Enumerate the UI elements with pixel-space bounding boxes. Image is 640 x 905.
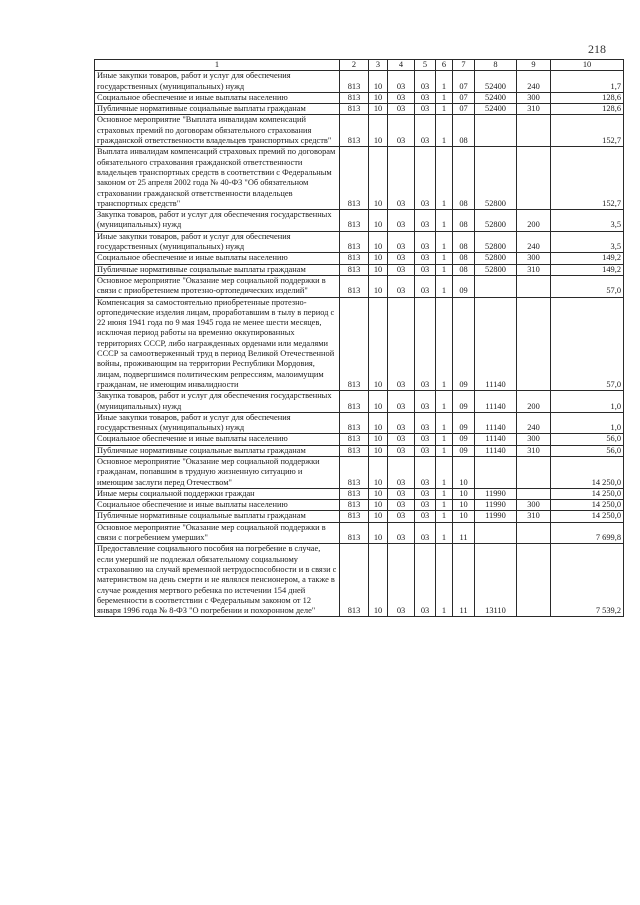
subprogram-code: 1 (436, 412, 453, 434)
subsection-code: 03 (388, 253, 415, 264)
program-code: 03 (415, 391, 436, 413)
table-row (95, 275, 624, 297)
section-code: 10 (369, 253, 388, 264)
row-amount: 57,0 (551, 275, 624, 297)
section-code: 10 (369, 147, 388, 210)
column-header: 9 (517, 60, 551, 71)
row-amount: 14 250,0 (551, 500, 624, 511)
table-row (95, 544, 624, 617)
section-code: 10 (369, 434, 388, 445)
activity-code: 09 (453, 412, 475, 434)
section-code: 10 (369, 488, 388, 499)
target-article-code: 11990 (475, 511, 517, 522)
ministry-code: 813 (340, 500, 369, 511)
ministry-code: 813 (340, 115, 369, 147)
expense-type-code: 310 (517, 511, 551, 522)
ministry-code: 813 (340, 71, 369, 93)
activity-code: 08 (453, 231, 475, 253)
subsection-code: 03 (388, 522, 415, 544)
row-name: Основное мероприятие "Оказание мер социальной поддержки в связи с приобретением протезно-ортопедических изделий" (95, 275, 340, 297)
expense-type-code: 300 (517, 92, 551, 103)
row-amount: 14 250,0 (551, 456, 624, 488)
program-code: 03 (415, 253, 436, 264)
program-code: 03 (415, 456, 436, 488)
row-name: Иные закупки товаров, работ и услуг для обеспечения государственных (муниципальных) нужд (95, 231, 340, 253)
program-code: 03 (415, 275, 436, 297)
section-code: 10 (369, 92, 388, 103)
row-name: Социальное обеспечение и иные выплаты населению (95, 434, 340, 445)
subprogram-code: 1 (436, 434, 453, 445)
target-article-code: 11140 (475, 445, 517, 456)
section-code: 10 (369, 412, 388, 434)
row-amount: 1,7 (551, 71, 624, 93)
table-body (95, 71, 624, 617)
row-amount: 152,7 (551, 115, 624, 147)
table-row (95, 115, 624, 147)
row-name: Основное мероприятие "Выплата инвалидам компенсаций страховых премий по договорам обязательного страхования гражданской ответственности владельцев транспортных средств" (95, 115, 340, 147)
row-amount: 128,6 (551, 104, 624, 115)
subprogram-code: 1 (436, 500, 453, 511)
row-name: Публичные нормативные социальные выплаты гражданам (95, 511, 340, 522)
expense-type-code (517, 544, 551, 617)
subprogram-code: 1 (436, 391, 453, 413)
program-code: 03 (415, 522, 436, 544)
target-article-code: 52400 (475, 104, 517, 115)
ministry-code: 813 (340, 434, 369, 445)
target-article-code: 11140 (475, 297, 517, 391)
ministry-code: 813 (340, 210, 369, 232)
program-code: 03 (415, 297, 436, 391)
target-article-code: 11990 (475, 488, 517, 499)
activity-code: 07 (453, 92, 475, 103)
row-amount: 56,0 (551, 445, 624, 456)
section-code: 10 (369, 297, 388, 391)
row-amount: 57,0 (551, 297, 624, 391)
table-row (95, 147, 624, 210)
column-header: 7 (453, 60, 475, 71)
row-name: Выплата инвалидам компенсаций страховых премий по договорам обязательного страхования гражданской ответственности владельцев транспортных средств в соответствии с Федеральным законом от 25 апреля 2002 года № 40-ФЗ "Об обязательном страховании гражданской ответственности владельцев транспортных средств" (95, 147, 340, 210)
activity-code: 08 (453, 210, 475, 232)
table-row (95, 297, 624, 391)
table-row (95, 253, 624, 264)
target-article-code: 52400 (475, 92, 517, 103)
row-amount: 7 539,2 (551, 544, 624, 617)
row-amount: 56,0 (551, 434, 624, 445)
subprogram-code: 1 (436, 71, 453, 93)
table-row (95, 500, 624, 511)
subsection-code: 03 (388, 391, 415, 413)
activity-code: 11 (453, 544, 475, 617)
section-code: 10 (369, 522, 388, 544)
table-row (95, 104, 624, 115)
row-amount: 3,5 (551, 231, 624, 253)
row-name: Социальное обеспечение и иные выплаты населению (95, 253, 340, 264)
column-header: 1 (95, 60, 340, 71)
ministry-code: 813 (340, 488, 369, 499)
subsection-code: 03 (388, 412, 415, 434)
subsection-code: 03 (388, 456, 415, 488)
activity-code: 08 (453, 253, 475, 264)
row-amount: 3,5 (551, 210, 624, 232)
activity-code: 10 (453, 456, 475, 488)
expense-type-code: 310 (517, 445, 551, 456)
row-name: Иные меры социальной поддержки граждан (95, 488, 340, 499)
program-code: 03 (415, 511, 436, 522)
subsection-code: 03 (388, 488, 415, 499)
subprogram-code: 1 (436, 264, 453, 275)
activity-code: 10 (453, 488, 475, 499)
section-code: 10 (369, 445, 388, 456)
subprogram-code: 1 (436, 522, 453, 544)
program-code: 03 (415, 147, 436, 210)
row-amount: 149,2 (551, 253, 624, 264)
subprogram-code: 1 (436, 104, 453, 115)
subsection-code: 03 (388, 544, 415, 617)
section-code: 10 (369, 210, 388, 232)
section-code: 10 (369, 231, 388, 253)
expense-type-code: 300 (517, 500, 551, 511)
table-row (95, 412, 624, 434)
subsection-code: 03 (388, 231, 415, 253)
target-article-code: 11140 (475, 391, 517, 413)
expense-type-code: 300 (517, 253, 551, 264)
subsection-code: 03 (388, 445, 415, 456)
target-article-code: 52800 (475, 210, 517, 232)
ministry-code: 813 (340, 511, 369, 522)
program-code: 03 (415, 544, 436, 617)
subsection-code: 03 (388, 500, 415, 511)
column-header: 6 (436, 60, 453, 71)
ministry-code: 813 (340, 544, 369, 617)
ministry-code: 813 (340, 522, 369, 544)
program-code: 03 (415, 71, 436, 93)
activity-code: 10 (453, 500, 475, 511)
target-article-code (475, 115, 517, 147)
activity-code: 07 (453, 71, 475, 93)
subprogram-code: 1 (436, 297, 453, 391)
expense-type-code: 310 (517, 264, 551, 275)
row-amount: 149,2 (551, 264, 624, 275)
target-article-code: 52800 (475, 231, 517, 253)
table-row (95, 92, 624, 103)
page-number: 218 (588, 42, 606, 56)
subsection-code: 03 (388, 115, 415, 147)
target-article-code: 11140 (475, 434, 517, 445)
table-row (95, 210, 624, 232)
row-name: Закупка товаров, работ и услуг для обеспечения государственных (муниципальных) нужд (95, 210, 340, 232)
expense-type-code (517, 147, 551, 210)
target-article-code (475, 522, 517, 544)
section-code: 10 (369, 71, 388, 93)
table-row (95, 264, 624, 275)
target-article-code (475, 456, 517, 488)
row-amount: 7 699,8 (551, 522, 624, 544)
table-row (95, 456, 624, 488)
subprogram-code: 1 (436, 275, 453, 297)
activity-code: 08 (453, 147, 475, 210)
row-amount: 152,7 (551, 147, 624, 210)
subsection-code: 03 (388, 92, 415, 103)
target-article-code: 52800 (475, 253, 517, 264)
expense-type-code: 200 (517, 391, 551, 413)
activity-code: 09 (453, 391, 475, 413)
section-code: 10 (369, 104, 388, 115)
section-code: 10 (369, 500, 388, 511)
program-code: 03 (415, 92, 436, 103)
subprogram-code: 1 (436, 147, 453, 210)
expense-type-code (517, 456, 551, 488)
section-code: 10 (369, 511, 388, 522)
row-amount: 14 250,0 (551, 511, 624, 522)
ministry-code: 813 (340, 253, 369, 264)
row-amount: 128,6 (551, 92, 624, 103)
ministry-code: 813 (340, 445, 369, 456)
subsection-code: 03 (388, 434, 415, 445)
subprogram-code: 1 (436, 511, 453, 522)
subsection-code: 03 (388, 104, 415, 115)
column-header: 10 (551, 60, 624, 71)
activity-code: 08 (453, 264, 475, 275)
expense-type-code: 200 (517, 210, 551, 232)
table-row (95, 522, 624, 544)
row-name: Закупка товаров, работ и услуг для обеспечения государственных (муниципальных) нужд (95, 391, 340, 413)
program-code: 03 (415, 210, 436, 232)
target-article-code (475, 275, 517, 297)
budget-table (94, 59, 624, 617)
subprogram-code: 1 (436, 253, 453, 264)
activity-code: 08 (453, 115, 475, 147)
section-code: 10 (369, 275, 388, 297)
table-row (95, 231, 624, 253)
program-code: 03 (415, 500, 436, 511)
subprogram-code: 1 (436, 488, 453, 499)
row-name: Компенсация за самостоятельно приобретенные протезно-ортопедические изделия лицам, проработавшим в тылу в период с 22 июня 1941 года по 9 мая 1945 года не менее шести месяцев, исключая период работы на временно оккупированных территориях СССР, либо награжденных орденами или медалями СССР за самоотверженный труд в период Великой Отечественной войны, проживающим на территории Республики Мордовия, лицам, подвергшимся политическим репрессиям, малоимущим гражданам, не имеющим инвалидности (95, 297, 340, 391)
subsection-code: 03 (388, 210, 415, 232)
row-name: Основное мероприятие "Оказание мер социальной поддержки гражданам, попавшим в трудную жизненную ситуацию и имеющим заслуги перед Отечеством" (95, 456, 340, 488)
column-header: 4 (388, 60, 415, 71)
target-article-code: 52800 (475, 264, 517, 275)
ministry-code: 813 (340, 275, 369, 297)
row-name: Публичные нормативные социальные выплаты гражданам (95, 264, 340, 275)
subprogram-code: 1 (436, 456, 453, 488)
row-amount: 1,0 (551, 412, 624, 434)
ministry-code: 813 (340, 264, 369, 275)
expense-type-code: 240 (517, 231, 551, 253)
program-code: 03 (415, 115, 436, 147)
section-code: 10 (369, 115, 388, 147)
ministry-code: 813 (340, 147, 369, 210)
row-amount: 1,0 (551, 391, 624, 413)
table-row (95, 445, 624, 456)
subsection-code: 03 (388, 275, 415, 297)
program-code: 03 (415, 104, 436, 115)
section-code: 10 (369, 264, 388, 275)
row-name: Иные закупки товаров, работ и услуг для обеспечения государственных (муниципальных) нужд (95, 412, 340, 434)
row-name: Социальное обеспечение и иные выплаты населению (95, 92, 340, 103)
program-code: 03 (415, 231, 436, 253)
subprogram-code: 1 (436, 445, 453, 456)
target-article-code: 11990 (475, 500, 517, 511)
activity-code: 11 (453, 522, 475, 544)
ministry-code: 813 (340, 297, 369, 391)
column-header: 3 (369, 60, 388, 71)
expense-type-code: 240 (517, 412, 551, 434)
table-row (95, 71, 624, 93)
ministry-code: 813 (340, 231, 369, 253)
expense-type-code (517, 275, 551, 297)
subprogram-code: 1 (436, 544, 453, 617)
expense-type-code (517, 522, 551, 544)
subsection-code: 03 (388, 264, 415, 275)
section-code: 10 (369, 456, 388, 488)
subsection-code: 03 (388, 297, 415, 391)
expense-type-code (517, 115, 551, 147)
ministry-code: 813 (340, 412, 369, 434)
section-code: 10 (369, 391, 388, 413)
activity-code: 09 (453, 275, 475, 297)
subsection-code: 03 (388, 147, 415, 210)
subsection-code: 03 (388, 71, 415, 93)
subprogram-code: 1 (436, 92, 453, 103)
program-code: 03 (415, 434, 436, 445)
activity-code: 07 (453, 104, 475, 115)
row-amount: 14 250,0 (551, 488, 624, 499)
row-name: Публичные нормативные социальные выплаты гражданам (95, 445, 340, 456)
expense-type-code: 240 (517, 71, 551, 93)
program-code: 03 (415, 445, 436, 456)
subprogram-code: 1 (436, 210, 453, 232)
target-article-code: 13110 (475, 544, 517, 617)
activity-code: 10 (453, 511, 475, 522)
subprogram-code: 1 (436, 115, 453, 147)
column-header: 2 (340, 60, 369, 71)
table-header-row (95, 60, 624, 71)
activity-code: 09 (453, 434, 475, 445)
subprogram-code: 1 (436, 231, 453, 253)
row-name: Иные закупки товаров, работ и услуг для обеспечения государственных (муниципальных) нужд (95, 71, 340, 93)
table-row (95, 391, 624, 413)
ministry-code: 813 (340, 104, 369, 115)
program-code: 03 (415, 264, 436, 275)
ministry-code: 813 (340, 456, 369, 488)
column-header: 8 (475, 60, 517, 71)
row-name: Социальное обеспечение и иные выплаты населению (95, 500, 340, 511)
row-name: Публичные нормативные социальные выплаты гражданам (95, 104, 340, 115)
row-name: Предоставление социального пособия на погребение в случае, если умерший не подлежал обязательному социальному страхованию на случай временной нетрудоспособности и в связи с материнством на день смерти и не являлся пенсионером, а также в случае рождения мертвого ребенка по истечении 154 дней беременности в соответствии с Федеральным законом от 12 января 1996 года № 8-ФЗ "О погребении и похоронном деле" (95, 544, 340, 617)
target-article-code: 11140 (475, 412, 517, 434)
table-row (95, 434, 624, 445)
ministry-code: 813 (340, 92, 369, 103)
row-name: Основное мероприятие "Оказание мер социальной поддержки в связи с погребением умерших" (95, 522, 340, 544)
target-article-code: 52400 (475, 71, 517, 93)
expense-type-code: 300 (517, 434, 551, 445)
column-header: 5 (415, 60, 436, 71)
program-code: 03 (415, 488, 436, 499)
expense-type-code (517, 297, 551, 391)
expense-type-code (517, 488, 551, 499)
table-row (95, 511, 624, 522)
section-code: 10 (369, 544, 388, 617)
activity-code: 09 (453, 297, 475, 391)
target-article-code: 52800 (475, 147, 517, 210)
activity-code: 09 (453, 445, 475, 456)
expense-type-code: 310 (517, 104, 551, 115)
table-row (95, 488, 624, 499)
ministry-code: 813 (340, 391, 369, 413)
program-code: 03 (415, 412, 436, 434)
subsection-code: 03 (388, 511, 415, 522)
